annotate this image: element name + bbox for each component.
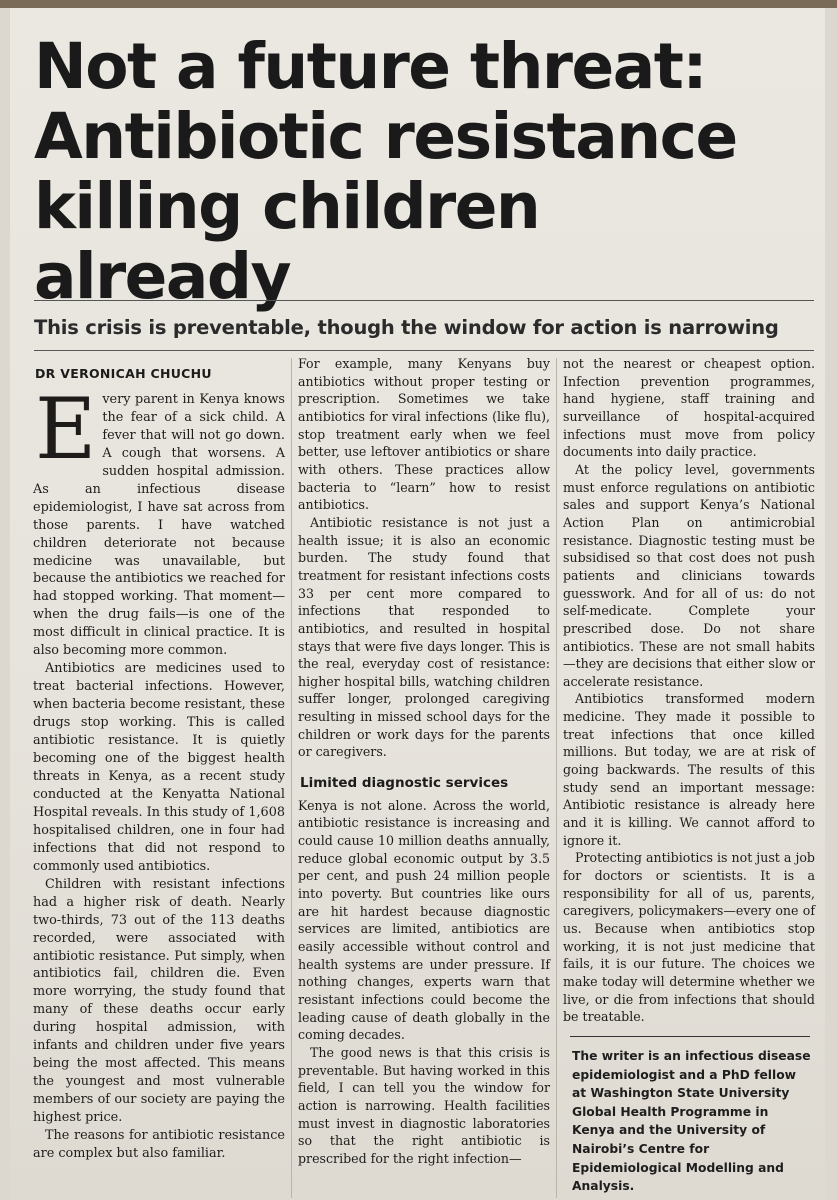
paragraph: The reasons for antibiotic resistance are complex but also familiar. <box>33 1128 285 1161</box>
paragraph: Antibiotic resistance is not just a health issue; it is also an economic burden. The study found that treatment for resistant infections costs 33 per cent more compared to infections that responded to antibiotics, and resulted in hospital stays that were five days longer. This is the real, everyday cost of resistance: higher hospital bills, watching children suffer longer, prolonged caregiving resulting in missed school days for the children or work days for the parents or caregivers. <box>298 514 550 760</box>
column-2 <box>298 355 550 1168</box>
deck-top-rule <box>34 300 814 301</box>
byline: DR VERONICAH CHUCHU <box>35 366 212 381</box>
column-divider <box>291 358 292 1198</box>
column-divider <box>556 358 557 1198</box>
section-subhead: Limited diagnostic services <box>300 775 509 792</box>
paragraph: The good news is that this crisis is preventable. But having worked in this field, I can tell you the window for action is narrowing. Health facilities must invest in diagnostic laboratories so that the right antibiotic is prescribed for the right infection— <box>298 1044 550 1166</box>
paragraph: Protecting antibiotics is not just a job for doctors or scientists. It is a responsibility for all of us, parents, caregivers, policymakers—every one of us. Because when antibiotics stop working, it is not just medicine that fails, it is our future. The choices we make today will determine whether we live, or die from infections that should be treatable. <box>563 850 815 1025</box>
paragraph: Antibiotics transformed modern medicine. They made it possible to treat infections that once killed millions. But today, we are at risk of going backwards. The results of this study send an important message: Antibiotic resistance is already here and it is killing. We cannot afford to ignore it. <box>563 691 815 848</box>
drop-cap: E <box>35 379 97 478</box>
paragraph: not the nearest or cheapest option. Infection prevention programmes, hand hygiene, staff training and surveillance of hospital-acquired infections must move from policy documents into daily practice. <box>563 356 815 460</box>
paragraph: Children with resistant infections had a higher risk of death. Nearly two-thirds, 73 out of the 113 deaths recorded, were associated with antibiotic resistance. Put simply, when antibiotics fail, children die. Even more worrying, the study found that many of these deaths occur early during hospital admission, with infants and children under five years being the most affected. This means the youngest and most vulnerable members of our society are paying the highest price. <box>33 876 285 1126</box>
paragraph: For example, many Kenyans buy antibiotics without proper testing or prescription. Sometimes we take antibiotics for viral infections (like flu), stop treatment early when we feel better, use leftover antibiotics or share with others. These practices allow bacteria to “learn” how to resist antibiotics. <box>298 356 550 513</box>
column-1 <box>33 340 285 1163</box>
column-3 <box>563 355 815 1026</box>
bio-rule <box>570 1036 810 1037</box>
photo-edge-strip <box>0 0 837 8</box>
paragraph: At the policy level, governments must enforce regulations on antibiotic sales and support Kenya’s National Action Plan on antimicrobial resistance. Diagnostic testing must be subsidised so that cost does not push patients and clinicians towards guesswork. And for all of us: do not self-medicate. Complete your prescribed dose. Do not share antibiotics. These are not small habits—they are decisions that either slow or accelerate resistance. <box>563 461 815 689</box>
paragraph: Every parent in Kenya knows the fear of a sick child. A fever that will not go down. A cough that worsens. A sudden hospital admission. As an infectious disease epidemiologist, I have sat across from those parents. I have watched children deteriorate not because medicine was unavailable, but because the antibiotics we reached for had stopped working. That moment—when the drug fails—is one of the most difficult in clinical practice. It is also becoming more common. <box>33 379 285 659</box>
paragraph: Antibiotics are medicines used to treat bacterial infections. However, when bacteria become resistant, these drugs stop working. This is called antibiotic resistance. It is quietly becoming one of the biggest health threats in Kenya, as a recent study conducted at the Kenyatta National Hospital reveals. In this study of 1,608 hospitalised children, one in four had infections that did not respond to commonly used antibiotics. <box>33 661 285 874</box>
deck-subtitle: This crisis is preventable, though the window for action is narrowing <box>34 316 779 339</box>
headline: Not a future threat: Antibiotic resistance killing children already <box>34 30 737 313</box>
author-bio: The writer is an infectious disease epidemiologist and a PhD fellow at Washington State University Global Health Programme in Kenya and the University of Nairobi’s Centre for Epidemiological Modelling and Analysis. <box>572 1049 811 1194</box>
paragraph: Kenya is not alone. Across the world, antibiotic resistance is increasing and could cause 10 million deaths annually, reduce global economic output by 3.5 per cent, and push 24 million people into poverty. But countries like ours are hit hardest because diagnostic services are limited, antibiotics are easily accessible without control and health systems are under pressure. If nothing changes, experts warn that resistant infections could become the leading cause of death globally in the coming decades. <box>298 797 550 1043</box>
